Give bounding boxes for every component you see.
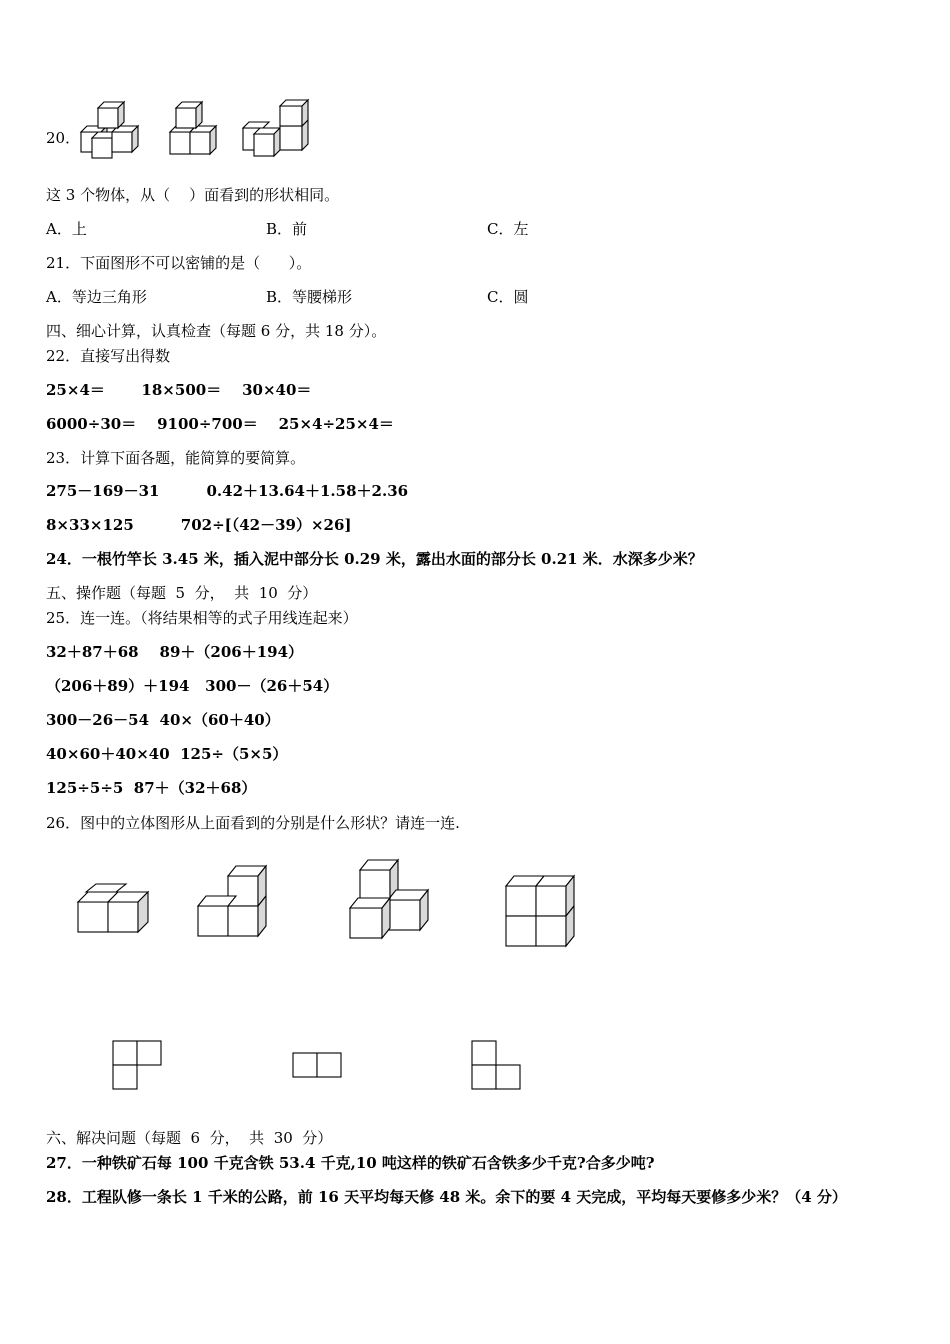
section-5-title: 五、操作题（每题 5 分， 共 10 分） <box>46 584 318 602</box>
q22-row-1: 25×4＝ 18×500＝ 30×40＝ <box>46 381 312 399</box>
q26-solid-4 <box>502 872 582 950</box>
q21-option-c[interactable]: C．圆 <box>487 288 529 306</box>
q25-row-5: 125÷5÷5 87＋（32＋68） <box>46 779 257 797</box>
q24-question-text: 24．一根竹竿长 3.45 米，插入泥中部分长 0.29 米，露出水面的部分长 0.21 米．水深多少米？ <box>46 550 703 568</box>
q25-title: 25．连一连。（将结果相等的式子用线连起来） <box>46 609 358 627</box>
q21-question-text: 21．下面图形不可以密铺的是（ ）。 <box>46 254 312 272</box>
q20-question-text: 这 3 个物体，从（ ）面看到的形状相同。 <box>46 186 340 204</box>
section-6-title: 六、解决问题（每题 6 分， 共 30 分） <box>46 1129 333 1147</box>
q25-row-1: 32＋87＋68 89＋（206＋194） <box>46 643 304 661</box>
q25-row-2: （206＋89）＋194 300－（26＋54） <box>46 677 339 695</box>
q22-title: 22．直接写出得数 <box>46 347 171 365</box>
q21-option-b[interactable]: B．等腰梯形 <box>266 288 353 306</box>
q20-option-a[interactable]: A．上 <box>46 220 87 238</box>
q28-question-text: 28．工程队修一条长 1 千米的公路，前 16 天平均每天修 48 米。余下的要 4 天完成，平均每天要修多少米？（4 分） <box>46 1188 847 1206</box>
q25-row-4: 40×60＋40×40 125÷（5×5） <box>46 745 288 763</box>
q23-title: 23．计算下面各题，能简算的要简算。 <box>46 449 306 467</box>
q26-top-view-1 <box>110 1038 166 1092</box>
q20-option-c[interactable]: C．左 <box>487 220 529 238</box>
section-4-title: 四、细心计算，认真检查（每题 6 分，共 18 分）。 <box>46 322 387 340</box>
q26-question-text: 26．图中的立体图形从上面看到的分别是什么形状？请连一连. <box>46 814 460 832</box>
q22-row-2: 6000÷30＝ 9100÷700＝ 25×4÷25×4＝ <box>46 415 394 433</box>
q25-row-3: 300－26－54 40×（60＋40） <box>46 711 280 729</box>
q20-figure-2 <box>166 98 230 160</box>
q26-solid-2 <box>196 864 272 942</box>
q20-figure-3 <box>240 98 312 160</box>
q26-solid-1 <box>76 882 152 938</box>
q26-solid-3 <box>348 856 434 944</box>
q20-option-b[interactable]: B．前 <box>266 220 308 238</box>
q20-number: 20． <box>46 129 81 147</box>
q20-figure-1 <box>78 100 150 160</box>
q27-question-text: 27．一种铁矿石每 100 千克含铁 53.4 千克,10 吨这样的铁矿石含铁多少千克?合多少吨? <box>46 1154 655 1172</box>
q26-top-view-3 <box>469 1038 525 1092</box>
q23-row-2: 8×33×125 702÷[（42－39）×26] <box>46 516 352 534</box>
q23-row-1: 275－169－31 0.42＋13.64＋1.58＋2.36 <box>46 482 409 500</box>
q21-option-a[interactable]: A．等边三角形 <box>46 288 147 306</box>
q26-top-view-2 <box>290 1050 346 1080</box>
